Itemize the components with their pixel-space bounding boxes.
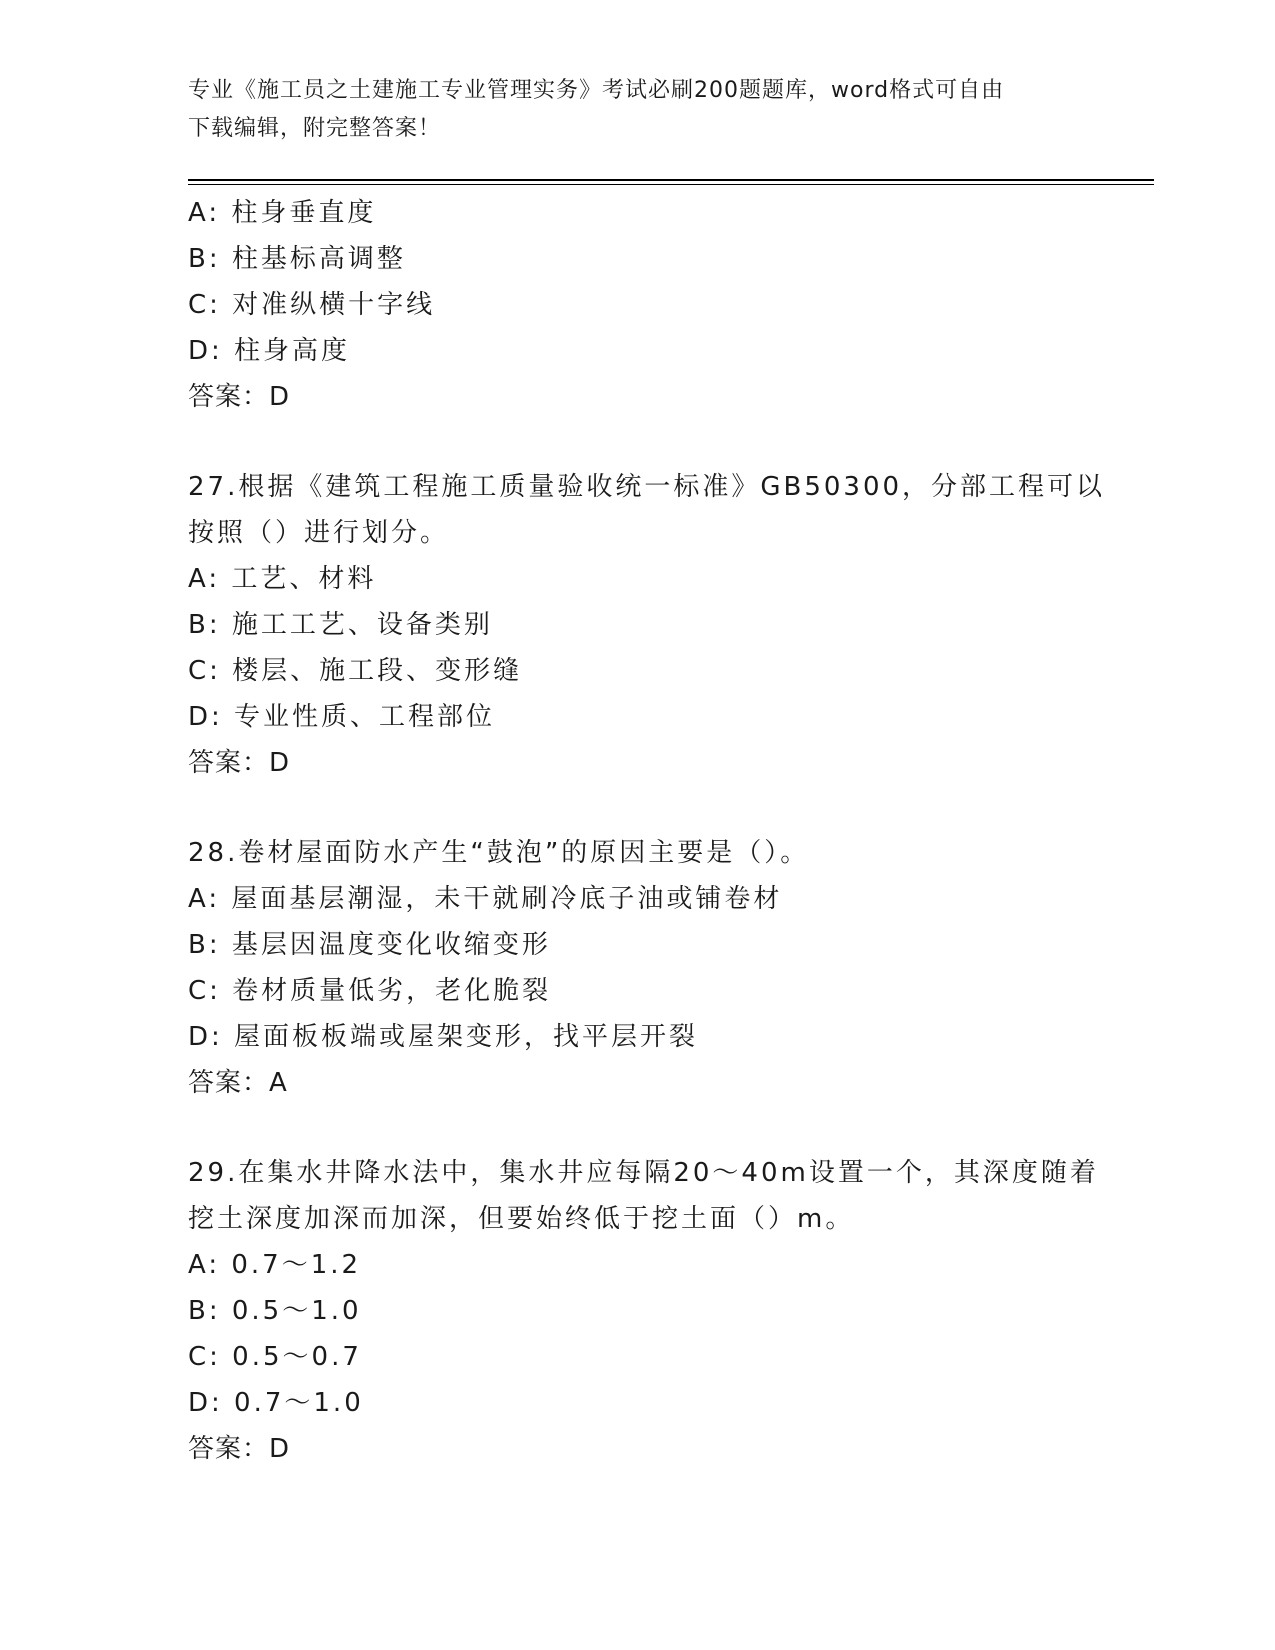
- option-a: A: 工艺、材料: [188, 564, 377, 594]
- option-b: B: 柱基标高调整: [188, 244, 406, 274]
- document-header: [188, 72, 1088, 148]
- option-c: C: 楼层、施工段、变形缝: [188, 656, 523, 686]
- option-b: B: 0.5～1.0: [188, 1296, 362, 1326]
- option-d: D: 0.7～1.0: [188, 1388, 364, 1418]
- document-body: [188, 190, 1148, 1472]
- option-c: C: 0.5～0.7: [188, 1342, 362, 1372]
- header-line-2: 下载编辑，附完整答案！: [188, 116, 442, 141]
- answer-line: 答案：D: [188, 1434, 291, 1464]
- option-d: D: 柱身高度: [188, 336, 351, 366]
- question-block-28: [188, 830, 1148, 1106]
- option-c: C: 对准纵横十字线: [188, 290, 436, 320]
- answer-line: 答案：A: [188, 1068, 288, 1098]
- answer-line: 答案：D: [188, 382, 291, 412]
- option-b: B: 基层因温度变化收缩变形: [188, 930, 551, 960]
- question-text-line-2: 挖土深度加深而加深，但要始终低于挖土面（）m。: [188, 1204, 855, 1234]
- option-b: B: 施工工艺、设备类别: [188, 610, 493, 640]
- option-d: D: 专业性质、工程部位: [188, 702, 496, 732]
- question-block-27: [188, 464, 1148, 786]
- question-block-29: [188, 1150, 1148, 1472]
- header-line-1: 专业《施工员之土建施工专业管理实务》考试必刷200题题库，word格式可自由: [188, 78, 1005, 103]
- option-a: A: 柱身垂直度: [188, 198, 377, 228]
- header-divider-thick: [188, 179, 1154, 181]
- option-a: A: 0.7～1.2: [188, 1250, 362, 1280]
- option-c: C: 卷材质量低劣，老化脆裂: [188, 976, 552, 1006]
- question-text-line-1: 27.根据《建筑工程施工质量验收统一标准》GB50300，分部工程可以: [188, 472, 1106, 502]
- question-text-line-1: 28.卷材屋面防水产生“鼓泡”的原因主要是（）。: [188, 838, 810, 868]
- header-divider-thin: [188, 184, 1154, 185]
- answer-line: 答案：D: [188, 748, 291, 778]
- option-a: A: 屋面基层潮湿，未干就刷冷底子油或铺卷材: [188, 884, 783, 914]
- question-block-26-continued: [188, 190, 1148, 420]
- option-d: D: 屋面板板端或屋架变形，找平层开裂: [188, 1022, 699, 1052]
- question-text-line-1: 29.在集水井降水法中，集水井应每隔20～40m设置一个，其深度随着: [188, 1158, 1099, 1188]
- question-text-line-2: 按照（）进行划分。: [188, 518, 450, 548]
